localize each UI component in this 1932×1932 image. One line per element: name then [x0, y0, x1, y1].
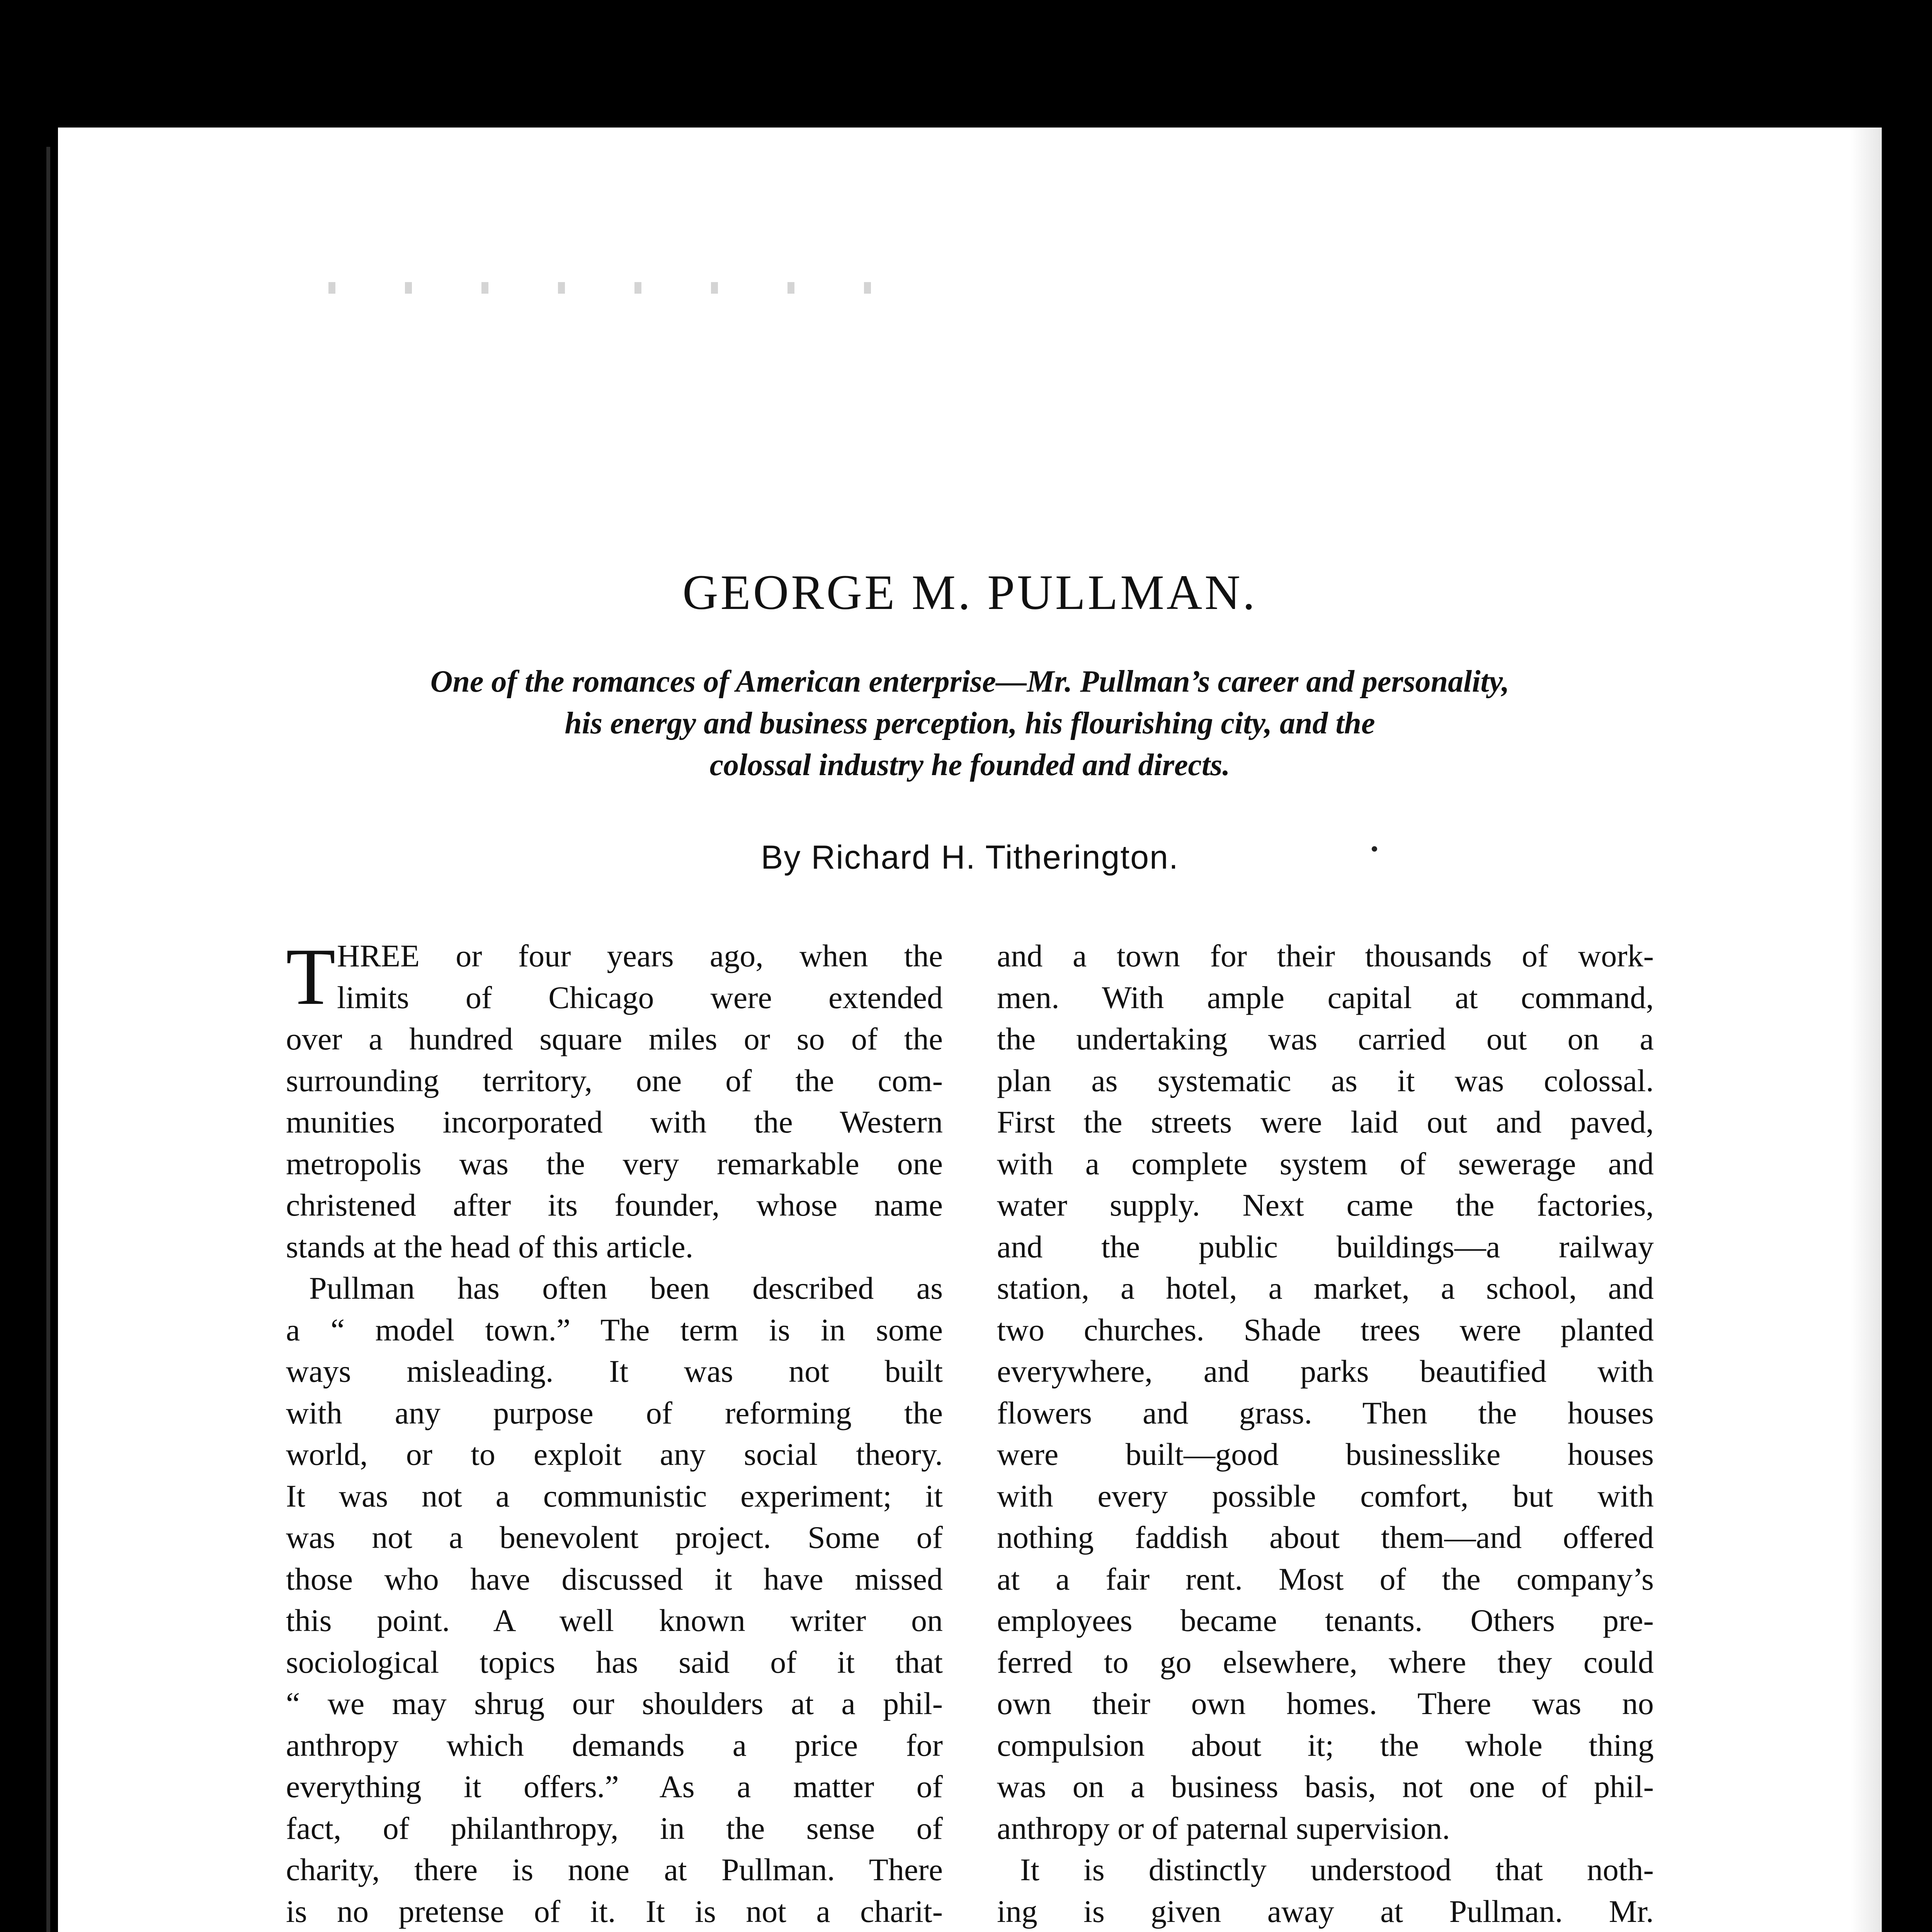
text-line: It was not a communistic experiment; it: [286, 1478, 943, 1514]
text-line: was on a business basis, not one of phil-: [997, 1769, 1654, 1804]
text-line: “ we may shrug our shoulders at a phil-: [286, 1686, 943, 1721]
text-line: ways misleading. It was not built: [286, 1354, 943, 1389]
stray-mark: [1372, 846, 1377, 852]
text-line: with a complete system of sewerage and: [997, 1146, 1654, 1181]
text-line: world, or to exploit any social theory.: [286, 1437, 943, 1472]
right-text-column: [997, 935, 1654, 1932]
text-line: with any purpose of reforming the: [286, 1395, 943, 1430]
text-line: the undertaking was carried out on a: [997, 1021, 1654, 1056]
text-line: everywhere, and parks beautified with: [997, 1354, 1654, 1389]
text-line: anthropy or of paternal supervision.: [997, 1810, 1450, 1846]
text-line: and the public buildings—a railway: [997, 1229, 1654, 1264]
binding-line: [46, 147, 50, 1932]
text-line: limits of Chicago were extended: [337, 980, 943, 1015]
text-line: christened after its founder, whose name: [286, 1187, 943, 1223]
text-line: First the streets were laid out and paved,: [997, 1104, 1654, 1139]
subtitle-line: his energy and business perception, his flourishing city, and the: [565, 706, 1375, 740]
text-line: HREE or four years ago, when the: [337, 938, 943, 973]
text-line: with every possible comfort, but with: [997, 1478, 1654, 1514]
text-line: and a town for their thousands of work-: [997, 938, 1654, 973]
faint-bleedthrough-header: [328, 282, 1333, 298]
text-line: plan as systematic as it was colossal.: [997, 1063, 1654, 1098]
text-line: ferred to go elsewhere, where they could: [997, 1644, 1654, 1680]
text-line: is no pretense of it. It is not a charit-: [286, 1893, 943, 1929]
text-line: flowers and grass. Then the houses: [997, 1395, 1654, 1430]
text-line: were built—good businesslike houses: [997, 1437, 1654, 1472]
text-line: this point. A well known writer on: [286, 1603, 943, 1638]
text-line: employees became tenants. Others pre-: [997, 1603, 1654, 1638]
left-text-column: [286, 932, 943, 1932]
subtitle-line: One of the romances of American enterprise—Mr. Pullman’s career and personality,: [430, 665, 1510, 699]
text-line: fact, of philanthropy, in the sense of: [286, 1810, 943, 1846]
text-line: ing is given away at Pullman. Mr.: [997, 1893, 1654, 1929]
text-line: everything it offers.” As a matter of: [286, 1769, 943, 1804]
magazine-page: [58, 128, 1882, 1932]
text-line: compulsion about it; the whole thing: [997, 1727, 1654, 1763]
text-line: Pullman has often been described as: [309, 1270, 943, 1306]
subtitle-line: colossal industry he founded and directs.: [709, 748, 1230, 782]
text-line: was not a benevolent project. Some of: [286, 1520, 943, 1555]
text-line: nothing faddish about them—and offered: [997, 1520, 1654, 1555]
page-fold-shadow: [1851, 128, 1882, 1932]
article-title: GEORGE M. PULLMAN.: [682, 565, 1257, 620]
text-line: at a fair rent. Most of the company’s: [997, 1561, 1654, 1597]
text-line: two churches. Shade trees were planted: [997, 1312, 1654, 1347]
text-line: metropolis was the very remarkable one: [286, 1146, 943, 1181]
text-line: station, a hotel, a market, a school, and: [997, 1270, 1654, 1306]
text-line: munities incorporated with the Western: [286, 1104, 943, 1139]
text-line: stands at the head of this article.: [286, 1229, 694, 1264]
text-line: those who have discussed it have missed: [286, 1561, 943, 1597]
article-byline: By Richard H. Titherington.: [761, 839, 1179, 876]
text-line: men. With ample capital at command,: [997, 980, 1654, 1015]
article-subtitle: [232, 661, 1708, 786]
text-line: water supply. Next came the factories,: [997, 1187, 1654, 1223]
text-line: anthropy which demands a price for: [286, 1727, 943, 1763]
text-line: surrounding territory, one of the com-: [286, 1063, 943, 1098]
text-line: own their own homes. There was no: [997, 1686, 1654, 1721]
drop-cap: T: [286, 932, 336, 1022]
text-line: a “ model town.” The term is in some: [286, 1312, 943, 1347]
text-line: It is distinctly understood that noth-: [1020, 1852, 1654, 1887]
text-line: sociological topics has said of it that: [286, 1644, 943, 1680]
text-line: charity, there is none at Pullman. There: [286, 1852, 943, 1887]
text-line: over a hundred square miles or so of the: [286, 1021, 943, 1056]
